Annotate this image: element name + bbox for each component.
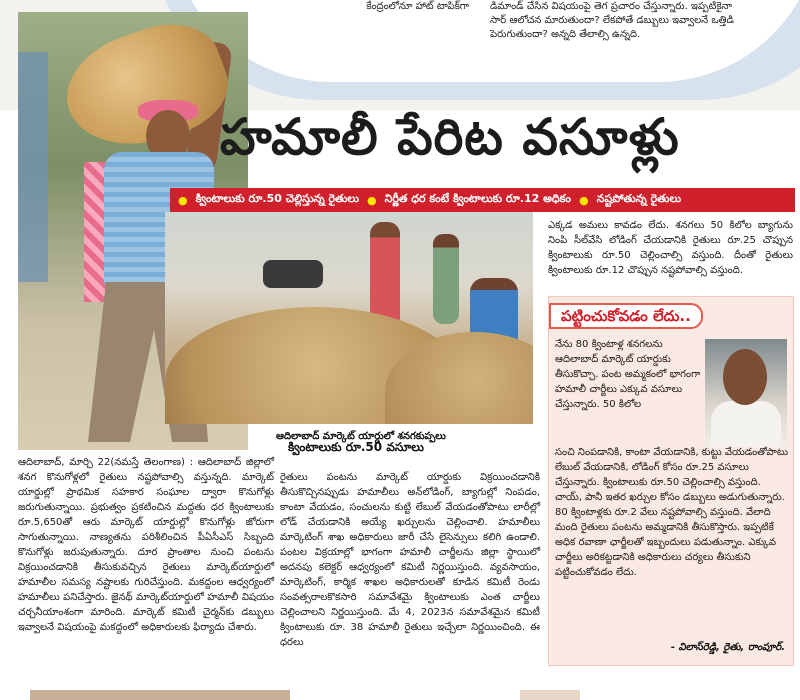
teaser-text-right: డిమాండ్ చేసిన విషయంపై తెగ ప్రచారం చేస్తున్నారు. ఇప్పటికైనా సార్ ఆలోచన మారుతుందా? లేకపోతే డబ్బులు ఇవ్వాలనే ఒత్తిడి పెరుగుతుందా? అన్నది తేలాల్సి ఉన్నది. [490,1,734,40]
quote-signature: - విలాస్‌రెడ్డి, రైతు, రాంపూర్. [670,642,785,653]
bullet-icon: ● [579,193,589,207]
highlight-item: నిర్ణీత ధర కంటే క్వింటాలుకు రూ.12 అధికం [384,192,572,205]
article-text-right-top: ఎక్కడ అమలు కావడం లేదు. శనగలు 50 కిలోల బ్యాగును నింపి సీల్‌వేసి లోడింగ్ చేయడానికి రైతులు రూ.25 చొప్పున క్వింటాలుకు రూ.50 చెల్లించాల్సి వస్తుంది. దీంతో రైతులు క్వింటాలుకు రూ.12 చొప్పున నష్టపోవాల్సి వస్తుంది. [548,220,793,276]
bullet-icon: ● [178,193,188,207]
highlights-strip [170,188,795,212]
motorcycle [263,260,323,288]
photo-caption: ఆదిలాబాద్ మార్కెట్ యార్డులో శనగకుప్పలు [276,431,446,442]
bullet-icon: ● [367,193,377,207]
column-subhead: క్వింటాలుకు రూ.50 వసూలు [288,440,424,454]
highlight-item: క్వింటాలుకు రూ.50 చెల్లిస్తున్న రైతులు [195,192,359,205]
article-text-middle: రైతులు పంటను మార్కెట్ యార్డుకు విక్రయించడానికి తీసుకొచ్చినప్పుడు హమాలీలు అన్‌లోడింగ్, బ్యాగుల్లో నింపడం, కాంటా వేయడం, సంచులను కుట్టి లేబుల్ వేయడంతోపాటు లారీల్లో లోడ్ చేయడానికి అయ్యే ఖర్చులను చెల్లించాలి. హమాలీలు మార్కెటింగ్ శాఖ అధికారులు జారీ చేసే లైసెన్సులు కలిగి ఉండాలి. పంటల విక్రయాల్లో భాగంగా హమాలీ చార్జీలను జిల్లా స్థాయిలో అదనపు కలెక్టర్ ఆధ్వర్యంలో కమిటీ నిర్ణయిస్తుంది. వ్యవసాయం, మార్కెటింగ్, కార్మిక శాఖల అధికారులతో కూడిన కమిటీ రెండు సంవత్సరాలకొకసారి సమావేశమై క్వింటాలుకు ఎంత చార్జీలు చెల్లించాలని నిర్ణయిస్తుంది. మే 4, 2023న సమావేశమైన కమిటీ క్వింటాలుకు రూ. 38 హమాలీ రైతులు ఇచ్చేలా నిర్ణయించింది. ఈ ధరలు [280,472,540,648]
market-yard-photo [165,212,533,424]
headline: హమాలీ పేరిట వసూళ్లు [220,108,680,166]
next-article-image-edge [30,690,290,700]
farmer-photo-head [723,349,767,405]
highlight-item: నష్టపోతున్న రైతులు [596,192,682,205]
quote-text-body: సంచి నింపడానికి, కాంటా వేయడానికి, కుట్టు వేయడంతోపాటు లేబుల్ వేయడానికి, లోడింగ్ కోసం రూ.25 వసూలు చేస్తున్నారు. క్వింటాలుకు రూ.50 చెల్లించాల్సి వస్తుంది. చాయ్, పానీ ఇతర ఖర్చుల కోసం డబ్బులు అడుగుతున్నారు. 80 క్వింటాళ్లకు రూ.2 వేలు నష్టపోవాల్సి వస్తుంది. వేలాది మంది రైతులు పంటను అమ్మడానికి తీసుకొస్తారు. ఇప్పటికే అధిక రవాణా ఛార్జీలతో ఇబ్బందులు పడుతున్నాం. ఎక్కువ చార్జీలు అరికట్టడానికి అధికారులు చర్యలు తీసుకుని పట్టించుకోవడం లేదు. [555,447,789,578]
quote-box-title: పట్టించుకోవడం లేదు.. [549,303,703,329]
quote-text-intro: నేను 80 క్వింటాళ్ల శనగలను ఆదిలాబాద్ మార్కెట్ యార్డుకు తీసుకొచ్చా. పంట అమ్మకంలో భాగంగా హమాలీ చార్జీలు ఎక్కువ వసూలు చేస్తున్నారు. 50 కిలోల [555,339,701,410]
farmer-photo [705,339,787,447]
teaser-text-left: కేంద్రంలోనూ హాట్ టాపిక్‌గా [366,1,469,12]
article-text-left: ఆదిలాబాద్, మార్చి 22(నమస్తే తెలంగాణ) : ఆదిలాబాద్ జిల్లాలో శనగ కొనుగోళ్లలో రైతులు నష్టపోవాల్సి వస్తున్నది. మార్కెట్ యార్డుల్లో ప్రాథమిక సహకార సంఘాల ద్వారా కొనుగోళ్లు జరుగుతున్నాయి. ప్రభుత్వం ప్రకటించిన మద్దతు ధర క్వింటాలుకు రూ.5,650తో ఆరు మార్కెట్ యార్డుల్లో కొనుగోళ్లు జోరుగా సాగుతున్నాయి. నాణ్యతను పరిశీలించిన పీఏసీఎస్ సిబ్బంది కొనుగోళ్లు జరుపుతున్నారు. దూర ప్రాంతాల నుంచి పంటను విక్రయించడానికి తీసుకువచ్చిన రైతులు మార్కెట్‌యార్డులో హమాలీల సమస్య నష్టాలకు గురిచేస్తుంది. మకద్దంల ఆధ్వర్యంలో హమాలీలు పనిచేస్తారు. జైనథ్ మార్కెట్‌యార్డులో హమాలీ విషయం చర్చనీయాంశంగా మారింది. మార్కెట్ కమిటీ చైర్మన్‌కు డబ్బులు ఇవ్వాలనే విషయంపై మకద్దంలో అధికారులకు ఫిర్యాదు చేశారు. [18,457,274,633]
photo-bystander [18,52,48,282]
next-article-edge [520,690,580,700]
farmer-photo-body [711,401,781,447]
worker-figure [433,234,459,324]
farmer-quote-box [548,296,794,666]
